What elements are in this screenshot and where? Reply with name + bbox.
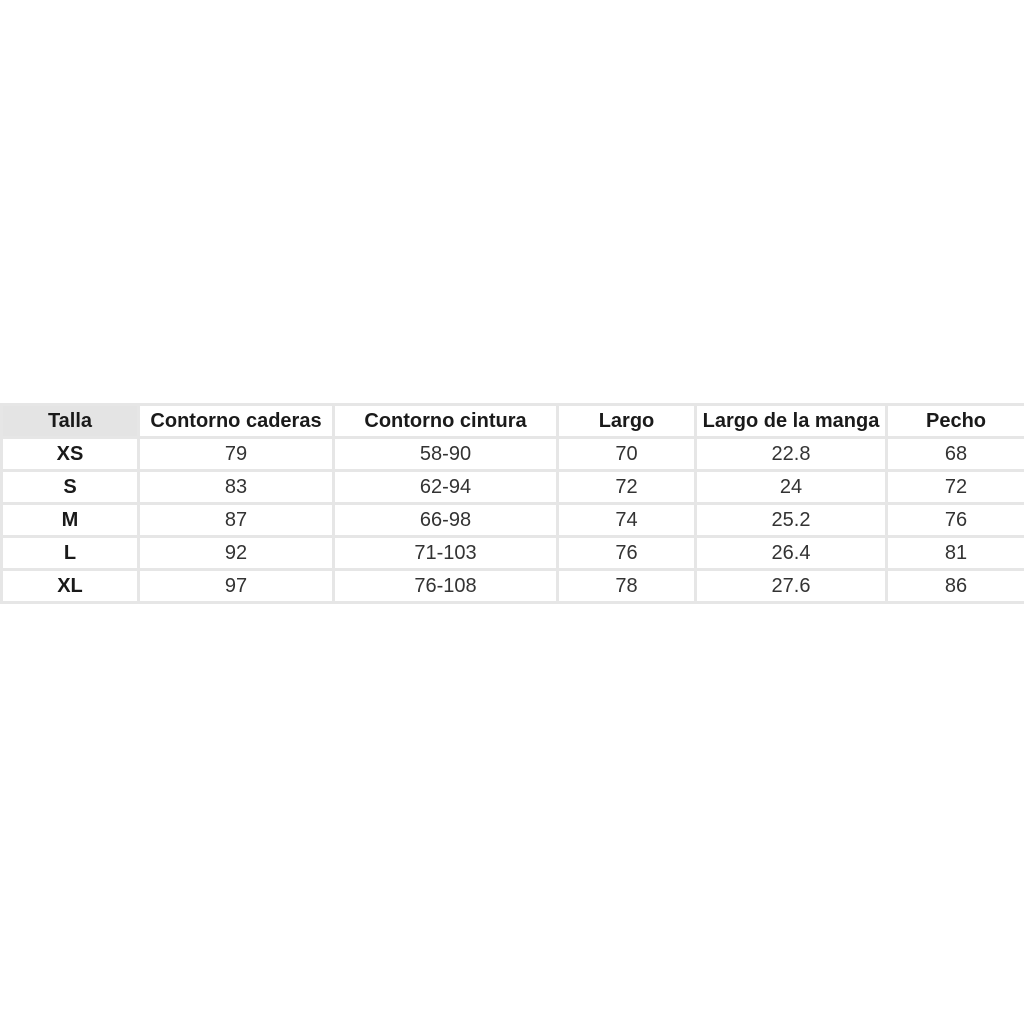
table-cell: 97 xyxy=(139,570,334,603)
table-cell: 68 xyxy=(887,438,1024,471)
table-cell: 70 xyxy=(558,438,696,471)
size-label: L xyxy=(2,537,139,570)
header-talla: Talla xyxy=(2,405,139,438)
header-pecho: Pecho xyxy=(887,405,1024,438)
table-row xyxy=(2,537,1024,570)
table-cell: 58-90 xyxy=(334,438,558,471)
table-cell: 83 xyxy=(139,471,334,504)
table-cell: 87 xyxy=(139,504,334,537)
header-row xyxy=(2,405,1024,438)
header-largo: Largo xyxy=(558,405,696,438)
table-cell: 76 xyxy=(887,504,1024,537)
table-row xyxy=(2,570,1024,603)
table-cell: 71-103 xyxy=(334,537,558,570)
table-cell: 78 xyxy=(558,570,696,603)
table-cell: 79 xyxy=(139,438,334,471)
size-chart-table xyxy=(0,403,1024,604)
table-cell: 74 xyxy=(558,504,696,537)
table-cell: 26.4 xyxy=(696,537,887,570)
table-cell: 81 xyxy=(887,537,1024,570)
table-row xyxy=(2,438,1024,471)
table-cell: 76-108 xyxy=(334,570,558,603)
table-cell: 62-94 xyxy=(334,471,558,504)
table-cell: 72 xyxy=(558,471,696,504)
table-row xyxy=(2,471,1024,504)
table-cell: 92 xyxy=(139,537,334,570)
header-largo-de-la-manga: Largo de la manga xyxy=(696,405,887,438)
header-contorno-caderas: Contorno caderas xyxy=(139,405,334,438)
table-cell: 76 xyxy=(558,537,696,570)
table-cell: 25.2 xyxy=(696,504,887,537)
table-cell: 66-98 xyxy=(334,504,558,537)
size-label: M xyxy=(2,504,139,537)
table-cell: 72 xyxy=(887,471,1024,504)
size-label: XS xyxy=(2,438,139,471)
table-cell: 24 xyxy=(696,471,887,504)
table-row xyxy=(2,504,1024,537)
table-cell: 27.6 xyxy=(696,570,887,603)
table-cell: 86 xyxy=(887,570,1024,603)
header-contorno-cintura: Contorno cintura xyxy=(334,405,558,438)
table-cell: 22.8 xyxy=(696,438,887,471)
size-label: XL xyxy=(2,570,139,603)
size-label: S xyxy=(2,471,139,504)
